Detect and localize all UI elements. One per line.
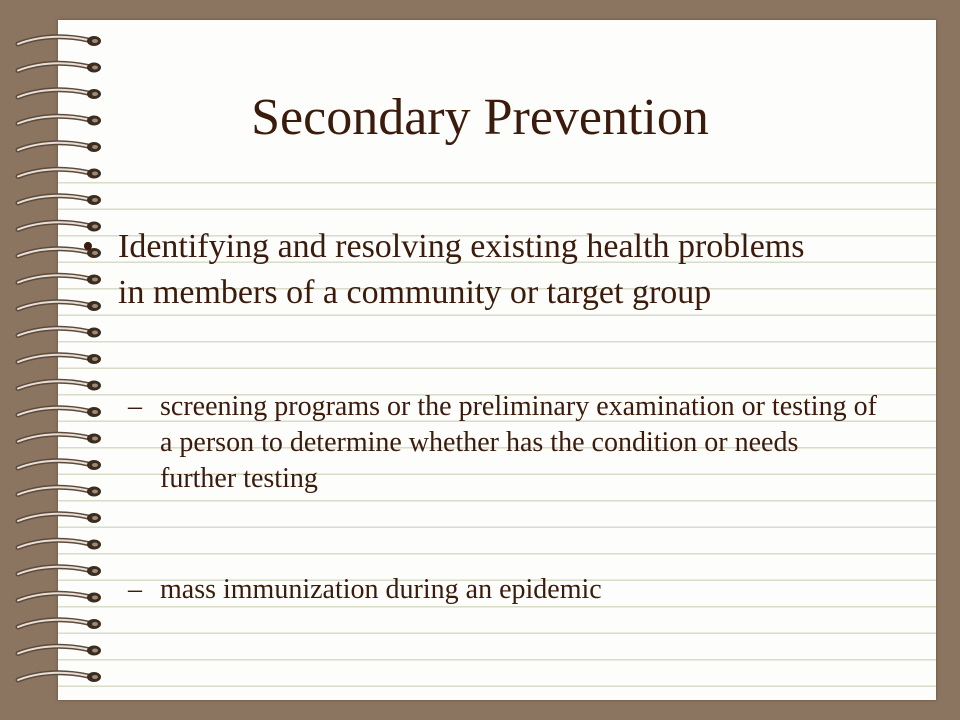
spiral-coil <box>18 169 101 179</box>
spiral-coil <box>18 381 101 391</box>
spiral-coil <box>18 63 101 73</box>
spiral-coil <box>18 487 101 497</box>
spiral-coil <box>18 566 101 576</box>
spiral-coil <box>18 513 101 523</box>
spiral-coil <box>18 593 101 603</box>
spiral-coil <box>18 646 101 656</box>
sub-bullet-marker: – <box>128 391 142 422</box>
spiral-coil <box>18 672 101 682</box>
sub-bullet-text: mass immunization during an epidemic <box>160 574 602 605</box>
sub-bullet-marker: – <box>128 574 142 605</box>
spiral-coil <box>18 434 101 444</box>
sub-bullet-item <box>128 389 878 497</box>
spiral-coil <box>18 195 101 205</box>
bullet-text: Identifying and resolving existing health problems in members of a community or target group <box>118 228 805 311</box>
spiral-coil <box>18 354 101 364</box>
slide-title: Secondary Prevention <box>251 89 709 146</box>
sub-bullet-text: screening programs or the preliminary examination or testing of a person to determine whether has the condition or needs further testing <box>160 391 877 494</box>
spiral-coil <box>18 460 101 470</box>
spiral-coil <box>18 619 101 629</box>
bullet-marker: • <box>82 228 94 265</box>
spiral-coil <box>18 36 101 46</box>
spiral-coil <box>18 328 101 338</box>
bullet-item <box>82 224 812 316</box>
sub-bullet-item <box>128 572 878 608</box>
spiral-coil <box>18 540 101 550</box>
spiral-coil <box>18 407 101 417</box>
